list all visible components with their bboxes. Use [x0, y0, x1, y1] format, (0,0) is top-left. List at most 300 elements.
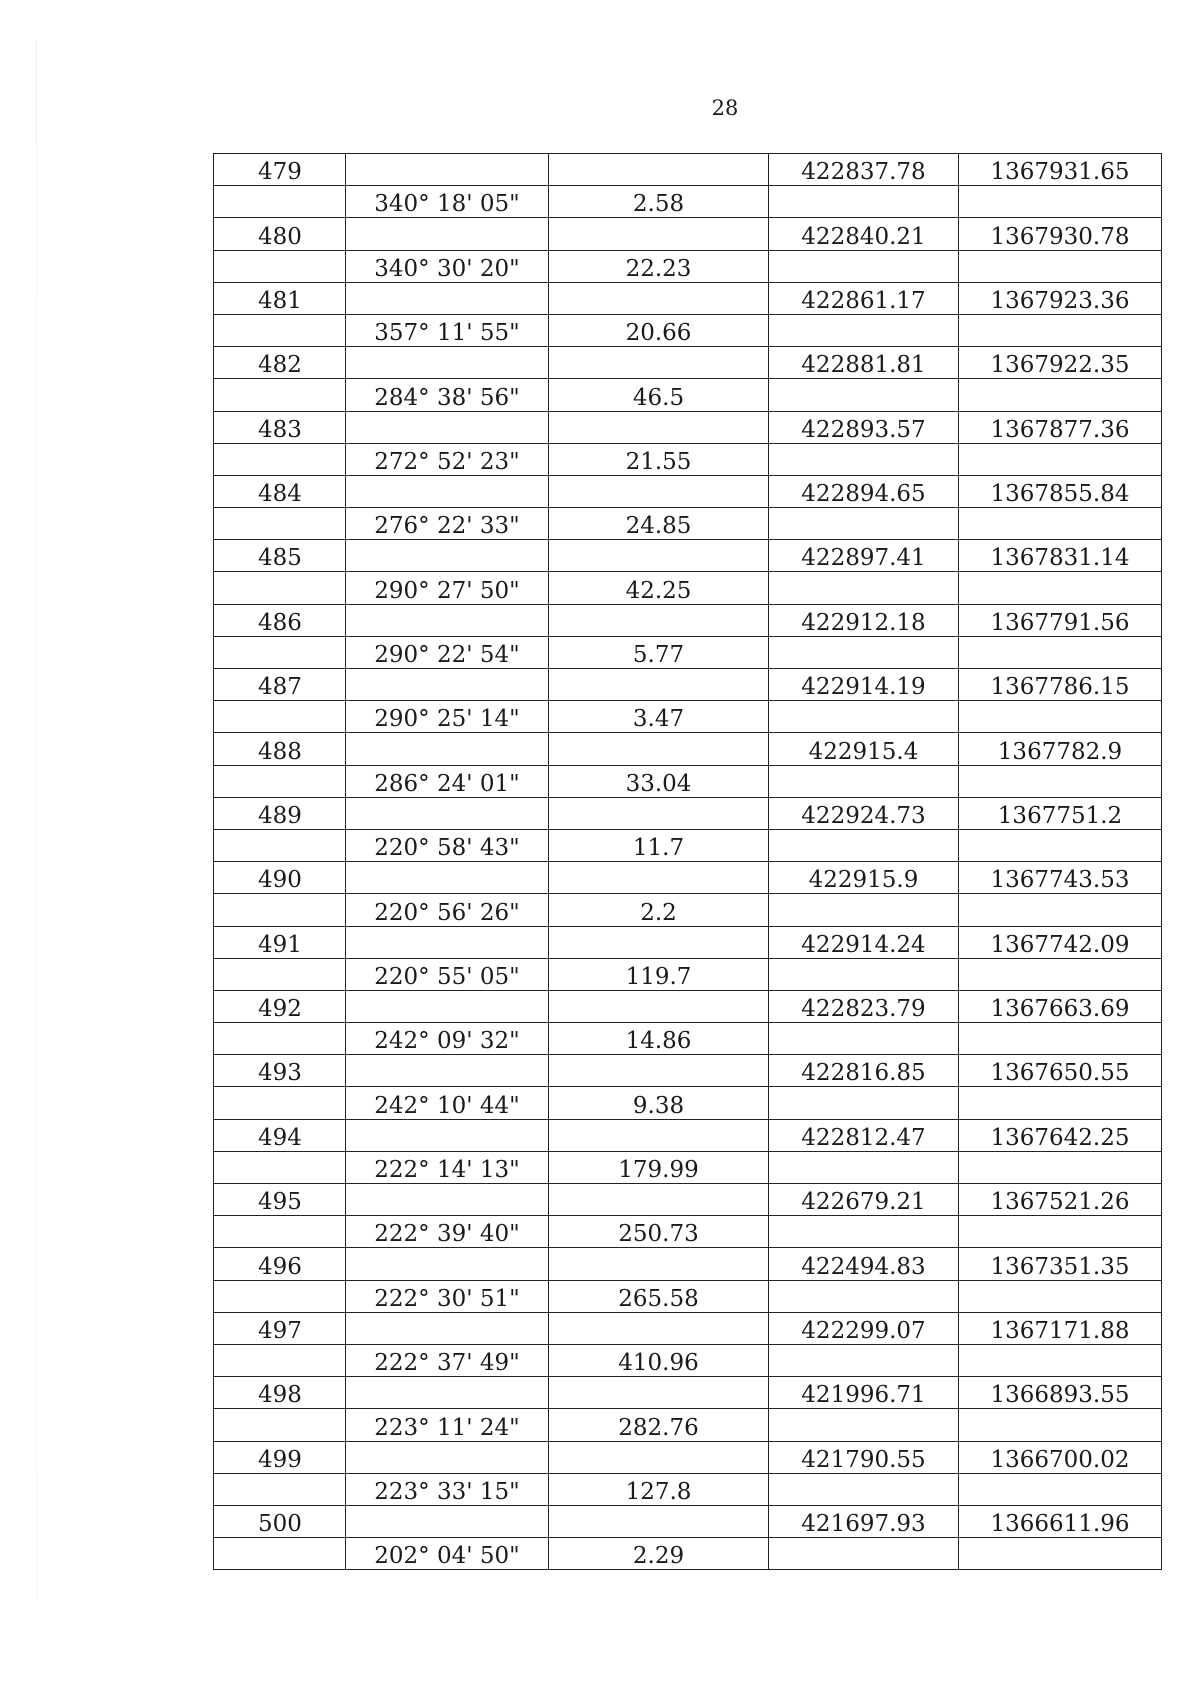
- y-coordinate-cell: [959, 1377, 1162, 1409]
- distance-cell: [549, 314, 769, 346]
- x-coordinate-cell: [769, 636, 959, 668]
- point-number-text: 480: [258, 223, 302, 250]
- point-number-text: 479: [258, 159, 302, 186]
- bearing-text: 357° 11' 55": [374, 320, 520, 347]
- y-coordinate-cell: [959, 1473, 1162, 1505]
- x-coordinate-text: 422679.21: [801, 1189, 926, 1216]
- x-coordinate-cell: [769, 1377, 959, 1409]
- x-coordinate-cell: [769, 475, 959, 507]
- segment-row: [214, 572, 1162, 604]
- x-coordinate-text: 421996.71: [801, 1382, 926, 1409]
- bearing-cell: [346, 604, 549, 636]
- point-number-text: 497: [258, 1317, 302, 1344]
- x-coordinate-cell: [769, 186, 959, 218]
- point-number-text: [214, 1563, 258, 1564]
- x-coordinate-cell: [769, 1216, 959, 1248]
- page-number: 28: [711, 96, 739, 120]
- y-coordinate-cell: [959, 1505, 1162, 1537]
- x-coordinate-cell: [769, 765, 959, 797]
- y-coordinate-cell: [959, 218, 1162, 250]
- point-number-text: 488: [258, 738, 302, 765]
- distance-cell: [549, 1248, 769, 1280]
- y-coordinate-text: 1367786.15: [990, 674, 1130, 701]
- bearing-cell: [346, 411, 549, 443]
- distance-text: 24.85: [625, 513, 692, 540]
- point-number-text: 485: [258, 545, 302, 572]
- x-coordinate-text: 422299.07: [801, 1317, 926, 1344]
- distance-text: 21.55: [625, 448, 692, 475]
- x-coordinate-cell: [769, 314, 959, 346]
- bearing-cell: [346, 1505, 549, 1537]
- bearing-cell: [346, 1216, 549, 1248]
- x-coordinate-text: 422894.65: [801, 481, 926, 508]
- x-coordinate-cell: [769, 829, 959, 861]
- distance-cell: [549, 926, 769, 958]
- x-coordinate-cell: [769, 1119, 959, 1151]
- y-coordinate-cell: [959, 508, 1162, 540]
- point-number-text: [214, 533, 258, 534]
- y-coordinate-text: 1367663.69: [990, 996, 1130, 1023]
- coordinates-table-body: [214, 154, 1162, 1570]
- distance-text: 20.66: [625, 320, 692, 347]
- point-row: [214, 1377, 1162, 1409]
- point-number-text: [214, 726, 258, 727]
- x-coordinate-cell: [769, 154, 959, 186]
- distance-cell: [549, 958, 769, 990]
- x-coordinate-cell: [769, 1538, 959, 1570]
- y-coordinate-cell: [959, 1344, 1162, 1376]
- segment-row: [214, 1023, 1162, 1055]
- bearing-cell: [346, 990, 549, 1022]
- y-coordinate-cell: [959, 250, 1162, 282]
- distance-cell: [549, 1280, 769, 1312]
- distance-cell: [549, 636, 769, 668]
- segment-row: [214, 1087, 1162, 1119]
- bearing-cell: [346, 1280, 549, 1312]
- x-coordinate-text: 422816.85: [801, 1060, 926, 1087]
- y-coordinate-cell: [959, 154, 1162, 186]
- bearing-text: 222° 30' 51": [374, 1285, 520, 1312]
- bearing-cell: [346, 1441, 549, 1473]
- bearing-text: 220° 58' 43": [374, 835, 520, 862]
- point-number-text: 486: [258, 609, 302, 636]
- distance-cell: [549, 862, 769, 894]
- point-number-text: 498: [258, 1382, 302, 1409]
- x-coordinate-text: 422897.41: [801, 545, 926, 572]
- distance-text: 2.29: [632, 1543, 685, 1570]
- point-number-cell: [214, 1119, 346, 1151]
- bearing-text: 340° 18' 05": [374, 191, 520, 218]
- point-number-cell: [214, 669, 346, 701]
- y-coordinate-cell: [959, 1151, 1162, 1183]
- point-row: [214, 862, 1162, 894]
- distance-text: 265.58: [618, 1285, 699, 1312]
- bearing-cell: [346, 1538, 549, 1570]
- bearing-text: 222° 14' 13": [374, 1157, 520, 1183]
- point-number-cell: [214, 1538, 346, 1570]
- y-coordinate-text: 1367877.36: [990, 416, 1130, 443]
- distance-text: 14.86: [625, 1028, 692, 1055]
- segment-row: [214, 1473, 1162, 1505]
- bearing-text: 276° 22' 33": [374, 513, 520, 540]
- bearing-text: 220° 56' 26": [374, 899, 520, 926]
- point-number-text: [214, 920, 258, 921]
- point-number-text: [214, 1435, 258, 1436]
- point-row: [214, 1055, 1162, 1087]
- segment-row: [214, 186, 1162, 218]
- distance-cell: [549, 669, 769, 701]
- x-coordinate-text: 422893.57: [801, 416, 926, 443]
- point-number-text: [214, 1177, 258, 1178]
- point-row: [214, 154, 1162, 186]
- distance-cell: [549, 572, 769, 604]
- bearing-cell: [346, 475, 549, 507]
- distance-cell: [549, 1055, 769, 1087]
- x-coordinate-text: 422823.79: [801, 996, 926, 1023]
- point-number-text: 494: [258, 1124, 302, 1151]
- point-number-cell: [214, 572, 346, 604]
- y-coordinate-cell: [959, 1023, 1162, 1055]
- segment-row: [214, 1344, 1162, 1376]
- bearing-cell: [346, 636, 549, 668]
- distance-cell: [549, 701, 769, 733]
- point-row: [214, 1505, 1162, 1537]
- point-row: [214, 218, 1162, 250]
- point-number-cell: [214, 797, 346, 829]
- segment-row: [214, 1151, 1162, 1183]
- point-number-cell: [214, 508, 346, 540]
- x-coordinate-text: 422924.73: [801, 802, 926, 829]
- x-coordinate-cell: [769, 862, 959, 894]
- distance-cell: [549, 894, 769, 926]
- x-coordinate-cell: [769, 379, 959, 411]
- point-number-cell: [214, 347, 346, 379]
- distance-cell: [549, 1023, 769, 1055]
- y-coordinate-cell: [959, 862, 1162, 894]
- point-number-cell: [214, 1184, 346, 1216]
- distance-cell: [549, 379, 769, 411]
- distance-text: 11.7: [632, 835, 685, 862]
- bearing-cell: [346, 894, 549, 926]
- distance-cell: [549, 733, 769, 765]
- distance-cell: [549, 1312, 769, 1344]
- point-number-text: [214, 598, 258, 599]
- y-coordinate-cell: [959, 701, 1162, 733]
- x-coordinate-cell: [769, 990, 959, 1022]
- bearing-text: 223° 11' 24": [374, 1414, 520, 1441]
- distance-cell: [549, 186, 769, 218]
- point-number-text: [214, 211, 258, 212]
- bearing-text: 222° 37' 49": [374, 1350, 520, 1377]
- bearing-cell: [346, 829, 549, 861]
- segment-row: [214, 443, 1162, 475]
- bearing-text: 290° 27' 50": [374, 577, 520, 604]
- segment-row: [214, 314, 1162, 346]
- point-number-text: 490: [258, 867, 302, 894]
- y-coordinate-text: 1366893.55: [990, 1382, 1130, 1409]
- segment-row: [214, 379, 1162, 411]
- point-number-text: [214, 662, 258, 663]
- point-number-text: 495: [258, 1189, 302, 1216]
- y-coordinate-text: 1367751.2: [997, 802, 1123, 829]
- bearing-cell: [346, 1377, 549, 1409]
- point-number-text: 482: [258, 352, 302, 379]
- y-coordinate-text: 1366611.96: [990, 1511, 1130, 1538]
- point-number-cell: [214, 1023, 346, 1055]
- y-coordinate-cell: [959, 604, 1162, 636]
- bearing-cell: [346, 379, 549, 411]
- y-coordinate-cell: [959, 1409, 1162, 1441]
- distance-cell: [549, 765, 769, 797]
- y-coordinate-text: 1367931.65: [990, 159, 1130, 186]
- point-row: [214, 669, 1162, 701]
- point-number-cell: [214, 701, 346, 733]
- bearing-cell: [346, 1248, 549, 1280]
- coordinates-table: [213, 153, 1162, 1570]
- y-coordinate-text: 1367171.88: [990, 1317, 1130, 1344]
- distance-text: 410.96: [618, 1350, 699, 1377]
- distance-cell: [549, 1377, 769, 1409]
- bearing-text: 202° 04' 50": [374, 1543, 520, 1570]
- y-coordinate-cell: [959, 733, 1162, 765]
- x-coordinate-cell: [769, 282, 959, 314]
- bearing-cell: [346, 797, 549, 829]
- y-coordinate-cell: [959, 1184, 1162, 1216]
- distance-cell: [549, 411, 769, 443]
- y-coordinate-cell: [959, 347, 1162, 379]
- y-coordinate-text: 1367791.56: [990, 609, 1130, 636]
- distance-text: 22.23: [625, 255, 692, 282]
- bearing-cell: [346, 669, 549, 701]
- point-number-cell: [214, 1216, 346, 1248]
- bearing-text: 286° 24' 01": [374, 770, 520, 797]
- y-coordinate-cell: [959, 1441, 1162, 1473]
- point-number-text: [214, 1306, 258, 1307]
- distance-text: 2.58: [632, 191, 685, 218]
- y-coordinate-cell: [959, 411, 1162, 443]
- distance-text: 5.77: [632, 642, 685, 668]
- x-coordinate-cell: [769, 1441, 959, 1473]
- y-coordinate-cell: [959, 1248, 1162, 1280]
- distance-cell: [549, 282, 769, 314]
- y-coordinate-text: 1367930.78: [990, 223, 1130, 250]
- point-row: [214, 926, 1162, 958]
- y-coordinate-cell: [959, 1055, 1162, 1087]
- distance-text: 2.2: [640, 899, 677, 926]
- bearing-cell: [346, 443, 549, 475]
- distance-cell: [549, 1151, 769, 1183]
- point-row: [214, 797, 1162, 829]
- point-number-cell: [214, 765, 346, 797]
- point-number-cell: [214, 1344, 346, 1376]
- x-coordinate-cell: [769, 1023, 959, 1055]
- point-number-cell: [214, 733, 346, 765]
- x-coordinate-cell: [769, 347, 959, 379]
- point-number-text: [214, 1113, 258, 1114]
- point-number-cell: [214, 894, 346, 926]
- segment-row: [214, 765, 1162, 797]
- distance-cell: [549, 1344, 769, 1376]
- x-coordinate-text: 422914.19: [801, 674, 926, 701]
- x-coordinate-cell: [769, 508, 959, 540]
- y-coordinate-cell: [959, 636, 1162, 668]
- bearing-cell: [346, 186, 549, 218]
- bearing-cell: [346, 1151, 549, 1183]
- bearing-cell: [346, 926, 549, 958]
- bearing-cell: [346, 1023, 549, 1055]
- point-row: [214, 1119, 1162, 1151]
- point-row: [214, 1184, 1162, 1216]
- y-coordinate-cell: [959, 1087, 1162, 1119]
- point-row: [214, 1312, 1162, 1344]
- point-number-cell: [214, 990, 346, 1022]
- point-number-cell: [214, 250, 346, 282]
- point-row: [214, 540, 1162, 572]
- point-number-cell: [214, 154, 346, 186]
- distance-text: 9.38: [632, 1092, 685, 1119]
- x-coordinate-cell: [769, 1055, 959, 1087]
- y-coordinate-cell: [959, 475, 1162, 507]
- x-coordinate-cell: [769, 894, 959, 926]
- x-coordinate-cell: [769, 1087, 959, 1119]
- bearing-text: 242° 09' 32": [374, 1028, 520, 1055]
- segment-row: [214, 1216, 1162, 1248]
- x-coordinate-cell: [769, 218, 959, 250]
- y-coordinate-cell: [959, 540, 1162, 572]
- point-number-cell: [214, 186, 346, 218]
- y-coordinate-text: 1367351.35: [990, 1253, 1130, 1280]
- x-coordinate-cell: [769, 1344, 959, 1376]
- point-number-text: 491: [258, 931, 302, 958]
- point-number-text: [214, 469, 258, 470]
- segment-row: [214, 1409, 1162, 1441]
- bearing-cell: [346, 250, 549, 282]
- x-coordinate-text: 422837.78: [801, 159, 926, 186]
- x-coordinate-cell: [769, 1409, 959, 1441]
- bearing-text: 222° 39' 40": [374, 1221, 520, 1248]
- distance-text: 3.47: [632, 706, 685, 733]
- distance-cell: [549, 1184, 769, 1216]
- point-number-cell: [214, 540, 346, 572]
- y-coordinate-text: 1367923.36: [990, 287, 1130, 314]
- x-coordinate-cell: [769, 733, 959, 765]
- bearing-cell: [346, 1184, 549, 1216]
- point-number-cell: [214, 604, 346, 636]
- distance-cell: [549, 1538, 769, 1570]
- point-number-cell: [214, 314, 346, 346]
- segment-row: [214, 829, 1162, 861]
- distance-text: 179.99: [618, 1157, 699, 1183]
- point-number-cell: [214, 1087, 346, 1119]
- point-row: [214, 282, 1162, 314]
- bearing-text: 220° 55' 05": [374, 963, 520, 990]
- y-coordinate-cell: [959, 379, 1162, 411]
- bearing-cell: [346, 314, 549, 346]
- point-number-text: [214, 276, 258, 277]
- distance-cell: [549, 1119, 769, 1151]
- point-number-cell: [214, 862, 346, 894]
- y-coordinate-text: 1367742.09: [990, 931, 1130, 958]
- bearing-cell: [346, 347, 549, 379]
- y-coordinate-cell: [959, 765, 1162, 797]
- x-coordinate-cell: [769, 411, 959, 443]
- y-coordinate-cell: [959, 669, 1162, 701]
- scan-edge-shadow: [36, 40, 37, 1600]
- x-coordinate-cell: [769, 669, 959, 701]
- point-number-text: [214, 1241, 258, 1242]
- y-coordinate-cell: [959, 958, 1162, 990]
- segment-row: [214, 508, 1162, 540]
- x-coordinate-cell: [769, 1505, 959, 1537]
- y-coordinate-cell: [959, 829, 1162, 861]
- distance-cell: [549, 1087, 769, 1119]
- point-row: [214, 1248, 1162, 1280]
- bearing-cell: [346, 765, 549, 797]
- point-number-text: [214, 791, 258, 792]
- bearing-cell: [346, 508, 549, 540]
- distance-text: 46.5: [632, 384, 685, 411]
- distance-cell: [549, 604, 769, 636]
- bearing-cell: [346, 1119, 549, 1151]
- y-coordinate-cell: [959, 894, 1162, 926]
- bearing-text: 284° 38' 56": [374, 384, 520, 411]
- y-coordinate-cell: [959, 314, 1162, 346]
- distance-cell: [549, 1409, 769, 1441]
- bearing-cell: [346, 282, 549, 314]
- x-coordinate-cell: [769, 604, 959, 636]
- point-number-cell: [214, 1248, 346, 1280]
- x-coordinate-text: 422494.83: [801, 1253, 926, 1280]
- x-coordinate-cell: [769, 1312, 959, 1344]
- x-coordinate-text: 422915.9: [808, 867, 919, 894]
- x-coordinate-cell: [769, 1473, 959, 1505]
- point-row: [214, 990, 1162, 1022]
- distance-cell: [549, 218, 769, 250]
- segment-row: [214, 1538, 1162, 1570]
- point-number-text: 496: [258, 1253, 302, 1280]
- point-number-cell: [214, 1151, 346, 1183]
- point-number-text: [214, 984, 258, 985]
- point-number-cell: [214, 282, 346, 314]
- x-coordinate-cell: [769, 926, 959, 958]
- x-coordinate-text: 422915.4: [808, 738, 919, 765]
- point-row: [214, 1441, 1162, 1473]
- x-coordinate-cell: [769, 1151, 959, 1183]
- point-number-text: 489: [258, 802, 302, 829]
- x-coordinate-cell: [769, 797, 959, 829]
- point-number-cell: [214, 379, 346, 411]
- point-number-cell: [214, 1441, 346, 1473]
- x-coordinate-cell: [769, 540, 959, 572]
- bearing-text: 223° 33' 15": [374, 1478, 520, 1505]
- point-number-text: [214, 1499, 258, 1500]
- point-number-cell: [214, 1505, 346, 1537]
- y-coordinate-text: 1367642.25: [990, 1124, 1130, 1151]
- point-number-cell: [214, 926, 346, 958]
- bearing-cell: [346, 1312, 549, 1344]
- distance-text: 282.76: [618, 1414, 699, 1441]
- distance-cell: [549, 797, 769, 829]
- x-coordinate-text: 422912.18: [801, 609, 926, 636]
- bearing-cell: [346, 701, 549, 733]
- point-number-text: 483: [258, 416, 302, 443]
- bearing-text: 290° 25' 14": [374, 706, 520, 733]
- distance-cell: [549, 1216, 769, 1248]
- x-coordinate-text: 421697.93: [801, 1511, 926, 1538]
- point-number-cell: [214, 1312, 346, 1344]
- distance-cell: [549, 540, 769, 572]
- y-coordinate-text: 1367855.84: [990, 481, 1130, 508]
